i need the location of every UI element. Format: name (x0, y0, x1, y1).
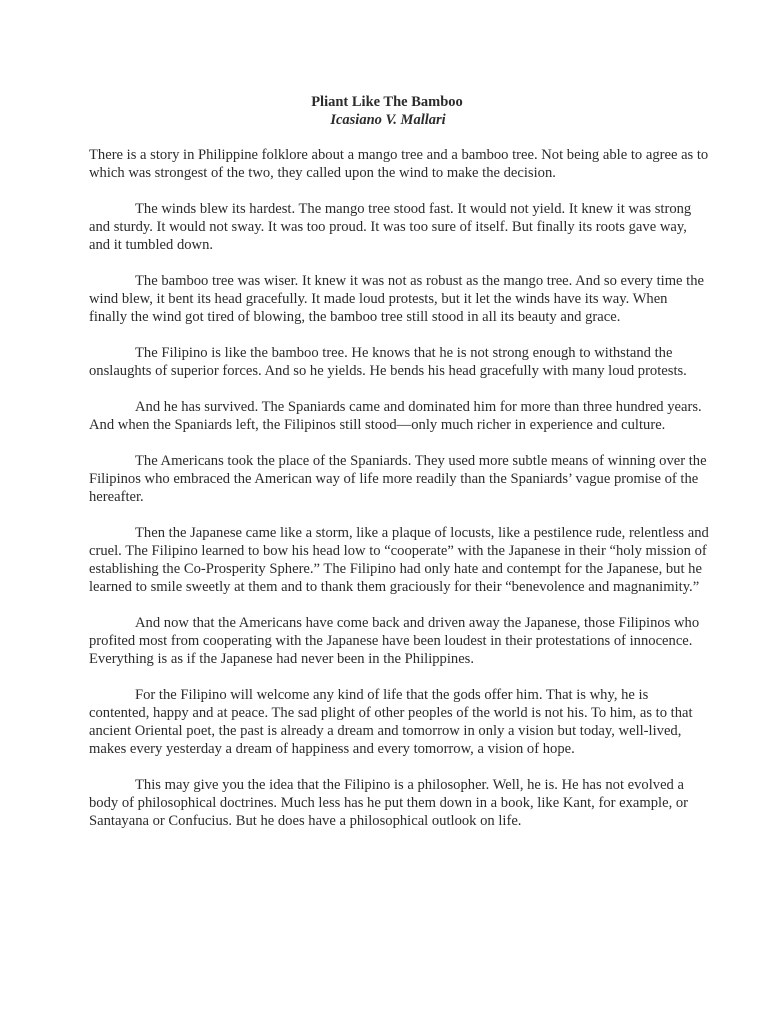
document-author: Icasiano V. Mallari (330, 112, 446, 128)
title-block (0, 93, 768, 129)
paragraph: The bamboo tree was wiser. It knew it was not as robust as the mango tree. And so every time the wind blew, it bent its head gracefully. It made loud protests, but it let the winds have its way. When finally the wind got tired of blowing, the bamboo tree still stood in all its beauty and grace. (89, 273, 705, 325)
paragraph: The winds blew its hardest. The mango tree stood fast. It would not yield. It knew it was strong and sturdy. It would not sway. It was too proud. It was too sure of itself. But finally its roots gave way, and it tumbled down. (89, 201, 692, 253)
document-body (89, 146, 709, 848)
paragraph: And now that the Americans have come back and driven away the Japanese, those Filipinos who profited most from cooperating with the Japanese have been loudest in their protestations of innocence. Everything is as if the Japanese had never been in the Philippines. (89, 615, 700, 667)
document-title: Pliant Like The Bamboo (311, 94, 463, 110)
paragraph: This may give you the idea that the Filipino is a philosopher. Well, he is. He has not evolved a body of philosophical doctrines. Much less has he put them down in a book, like Kant, for example, or Santayana or Confucius. But he does have a philosophical outlook on life. (89, 777, 689, 829)
paragraph: The Americans took the place of the Spaniards. They used more subtle means of winning over the Filipinos who embraced the American way of life more readily than the Spaniards’ vague promise of the hereafter. (89, 453, 707, 505)
paragraph: For the Filipino will welcome any kind of life that the gods offer him. That is why, he is contented, happy and at peace. The sad plight of other peoples of the world is not his. To him, as to that ancient Oriental poet, the past is already a dream and tomorrow in only a vision but today, well-lived, makes every yesterday a dream of happiness and every tomorrow, a vision of hope. (89, 687, 693, 757)
paragraph: The Filipino is like the bamboo tree. He knows that he is not strong enough to withstand the onslaughts of superior forces. And so he yields. He bends his head gracefully with many loud protests. (89, 345, 687, 379)
paragraph: Then the Japanese came like a storm, like a plaque of locusts, like a pestilence rude, relentless and cruel. The Filipino learned to bow his head low to “cooperate” with the Japanese in their “holy mission of establishing the Co-Prosperity Sphere.” The Filipino had only hate and contempt for the Japanese, but he learned to smile sweetly at them and to thank them graciously for their “benevolence and magnanimity.” (89, 525, 709, 595)
paragraph: There is a story in Philippine folklore about a mango tree and a bamboo tree. Not being able to agree as to which was strongest of the two, they called upon the wind to make the decision. (89, 147, 709, 181)
paragraph: And he has survived. The Spaniards came and dominated him for more than three hundred years. And when the Spaniards left, the Filipinos still stood—only much richer in experience and culture. (89, 399, 702, 433)
